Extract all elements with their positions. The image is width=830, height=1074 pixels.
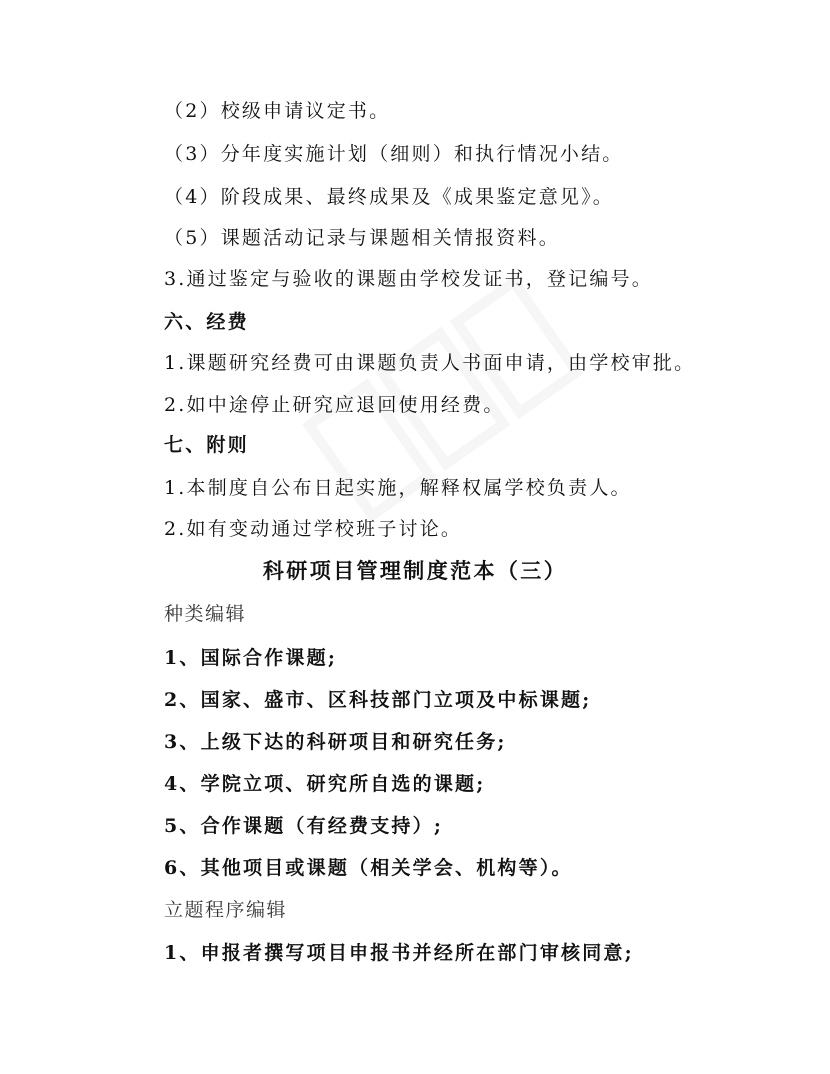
list-item: （2）校级申请议定书。	[164, 100, 391, 122]
subsection-heading: 种类编辑	[164, 603, 247, 625]
list-item: （4）阶段成果、最终成果及《成果鉴定意见》。	[164, 186, 614, 208]
list-item: 1.本制度自公布日起实施，解释权属学校负责人。	[164, 477, 632, 499]
list-item: 3、上级下达的科研项目和研究任务;	[164, 731, 507, 753]
list-item: 4、学院立项、研究所自选的课题;	[164, 773, 486, 795]
list-item: 1、申报者撰写项目申报书并经所在部门审核同意;	[164, 942, 634, 964]
list-item: 5、合作课题（有经费支持）;	[164, 815, 444, 837]
list-item: 3.通过鉴定与验收的课题由学校发证书，登记编号。	[164, 268, 653, 290]
section-heading: 七、附则	[164, 434, 249, 456]
page-title: 科研项目管理制度范本（三）	[262, 558, 568, 583]
list-item: （5）课题活动记录与课题相关情报资料。	[164, 227, 560, 249]
list-item: 1、国际合作课题;	[164, 647, 338, 669]
list-item: （3）分年度实施计划（细则）和执行情况小结。	[164, 143, 624, 165]
list-item: 2.如中途停止研究应退回使用经费。	[164, 394, 505, 416]
list-item: 1.课题研究经费可由课题负责人书面申请，由学校审批。	[164, 352, 696, 374]
list-item: 2、国家、盛市、区科技部门立项及中标课题;	[164, 689, 592, 711]
subsection-heading: 立题程序编辑	[164, 899, 288, 921]
list-item: 2.如有变动通过学校班子讨论。	[164, 518, 463, 540]
list-item: 6、其他项目或课题（相关学会、机构等）。	[164, 857, 573, 879]
section-heading: 六、经费	[164, 311, 249, 333]
